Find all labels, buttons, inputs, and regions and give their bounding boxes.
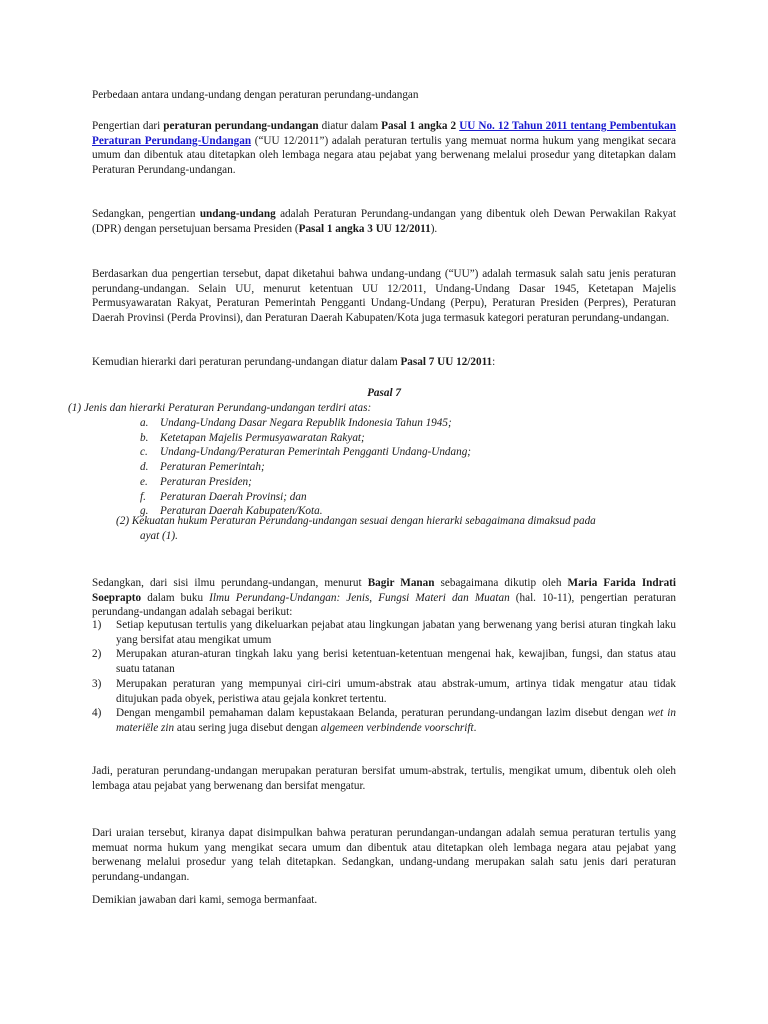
pasal-heading: Pasal 7 (367, 387, 401, 399)
list-item: f. Peraturan Daerah Provinsi; dan (140, 490, 307, 503)
bold-term: undang-undang (199, 208, 276, 220)
list-item: b. Ketetapan Majelis Permusyawaratan Rakyat; (140, 431, 365, 444)
pasal-ayat-1: (1) Jenis dan hierarki Peraturan Perundang-undangan terdiri atas: (68, 402, 372, 414)
text-run: (“UU 12/2011”) adalah peraturan tertulis yang memuat norma hukum yang mengikat secara umum dan dibentuk atau ditetapkan oleh lembaga negara atau pejabat yang berwenang melalui prosedur yang ditetapkan dalam Peraturan Perundang-undangan. (92, 134, 676, 177)
text-run: (hal. 10-11), pengertian peraturan perundang-undangan adalah sebagai berikut: (92, 591, 676, 619)
paragraph-expert-definition (92, 576, 676, 620)
paragraph-conclusion: Dari uraian tersebut, kiranya dapat disimpulkan bahwa peraturan perundangan-undangan adalah semua peraturan tertulis yang memuat norma hukum yang mengikat secara umum dan dibentuk atau ditetapkan oleh lembaga negara atau pejabat yang berwenang melalui prosedur yang telah ditetapkan. Sedangkan, undang-undang merupakan salah satu jenis dari peraturan perundang-undangan. (92, 827, 676, 884)
list-item: 2) Merupakan aturan-aturan tingkah laku yang berisi ketentuan-ketentuan mengenai hak, kewajiban, fungsi, dan status atau suatu tatanan (92, 648, 676, 676)
list-item: 4) Dengan mengambil pemahaman dalam kepustakaan Belanda, peraturan perundang-undangan lazim disebut dengan wet in materiële zin atau sering juga disebut dengan algemeen verbindende voorschrift. (92, 707, 676, 734)
closing-remark: Demikian jawaban dari kami, semoga bermanfaat. (92, 894, 318, 906)
bold-reference: Pasal 7 UU 12/2011 (400, 356, 493, 368)
foreign-term: wet in materiële zin (116, 707, 676, 734)
list-item: g. Peraturan Daerah Kabupaten/Kota. (140, 505, 323, 518)
text-run: adalah Peraturan Perundang-undangan yang dibentuk oleh Dewan Perwakilan Rakyat (DPR) dengan persetujuan bersama Presiden ( (92, 208, 676, 235)
list-item: 3) Merupakan peraturan yang mempunyai ciri-ciri umum-abstrak atau abstrak-umum, artinya tidak mengatur atau tidak ditujukan pada obyek, peristiwa atau gejala konkret tertentu. (92, 677, 676, 705)
paragraph-summary: Jadi, peraturan perundang-undangan merupakan peraturan bersifat umum-abstrak, tertulis, mengikat umum, dibentuk oleh oleh lembaga atau pejabat yang berwenang dan bersifat mengatur. (92, 765, 676, 792)
text-run: dalam buku (141, 591, 210, 604)
text-run: diatur dalam (318, 120, 382, 132)
foreign-term: algemeen verbindende voorschrift (320, 721, 474, 734)
list-item: c. Undang-Undang/Peraturan Pemerintah Pengganti Undang-Undang; (140, 446, 472, 459)
pasal-ayat-2: (2) Kekuatan hukum Peraturan Perundang-undangan sesuai dengan hierarki sebagaimana dimaksud pada (116, 515, 596, 527)
text-run: Sedangkan, pengertian (92, 208, 200, 220)
text-run: : (492, 356, 496, 368)
text-run: ). (430, 222, 438, 235)
paragraph-hierarchy-intro (92, 355, 676, 370)
document-title: Perbedaan antara undang-undang dengan peraturan perundang-undangan (92, 89, 419, 101)
text-run: Pengertian dari (92, 120, 164, 132)
paragraph-definition-law (92, 207, 676, 236)
text-run: Sedangkan, dari sisi ilmu perundang-undangan, menurut (92, 577, 368, 589)
bold-author: Bagir Manan (367, 577, 435, 589)
list-item: 1) Setiap keputusan tertulis yang dikeluarkan pejabat atau lingkungan jabatan yang berwenang yang berisi aturan tingkah laku yang bersifat atau mengikat umum (92, 619, 676, 646)
text-run: Kemudian hierarki dari peraturan perundang-undangan diatur dalam (92, 356, 401, 368)
paragraph-definition-regulation (92, 119, 676, 178)
text-run: sebagaimana dikutip oleh (434, 577, 568, 589)
bold-reference: Pasal 1 angka 3 UU 12/2011 (298, 222, 431, 235)
definition-list (92, 618, 676, 736)
pasal-hierarchy-list (140, 416, 660, 519)
list-item: d. Peraturan Pemerintah; (140, 461, 265, 474)
bold-reference: Pasal 1 angka 2 (381, 120, 457, 132)
list-item: a. Undang-Undang Dasar Negara Republik Indonesia Tahun 1945; (140, 417, 452, 429)
list-item: e. Peraturan Presiden; (140, 475, 252, 488)
bold-author: Maria Farida Indrati Soeprapto (92, 577, 677, 604)
law-link[interactable]: UU No. 12 Tahun 2011 tentang Pembentukan Peraturan Perundang-Undangan (92, 120, 676, 147)
bold-term: peraturan perundang-undangan (163, 120, 319, 132)
book-title: Ilmu Perundang-Undangan: Jenis, Fungsi Materi dan Muatan (209, 591, 510, 604)
pasal-ayat-2-continued: ayat (1). (140, 530, 178, 542)
paragraph-types: Berdasarkan dua pengertian tersebut, dapat diketahui bahwa undang-undang (“UU”) adalah termasuk salah satu jenis peraturan perundang-undangan. Selain UU, menurut ketentuan UU 12/2011, Undang-Undang Dasar 1945, Ketetapan Majelis Permusyawaratan Rakyat, Peraturan Pemerintah Pengganti Undang-Undang (Perpu), Peraturan Presiden (Perpres), Peraturan Daerah Provinsi (Perda Provinsi), dan Peraturan Daerah Kabupaten/Kota juga termasuk kategori peraturan perundang-undangan. (92, 268, 676, 325)
